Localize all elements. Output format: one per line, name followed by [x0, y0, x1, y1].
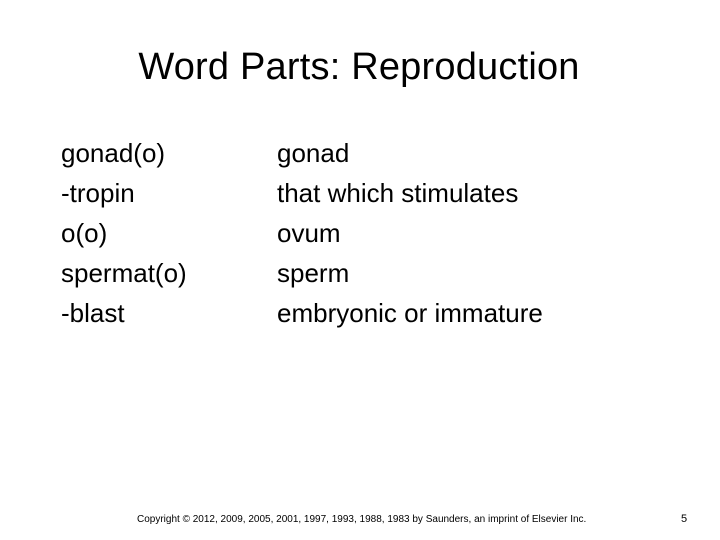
word-part-item: gonad(o)	[61, 138, 166, 168]
definitions-list	[277, 133, 543, 333]
word-part-item: spermat(o)	[61, 258, 187, 288]
definition-item: sperm	[277, 258, 350, 288]
definition-item: gonad	[277, 138, 350, 168]
word-part-item: -tropin	[61, 178, 135, 208]
copyright-footer: Copyright © 2012, 2009, 2005, 2001, 1997, 1993, 1988, 1983 by Saunders, an imprint of Elsevier Inc.	[137, 514, 587, 525]
word-part-item: -blast	[61, 298, 125, 328]
definition-item: ovum	[277, 218, 341, 248]
word-parts-list	[61, 133, 187, 333]
slide-title: Word Parts: Reproduction	[138, 46, 580, 88]
definition-item: that which stimulates	[277, 178, 519, 208]
definition-item: embryonic or immature	[277, 298, 543, 328]
word-part-item: o(o)	[61, 218, 108, 248]
page-number: 5	[681, 513, 688, 525]
